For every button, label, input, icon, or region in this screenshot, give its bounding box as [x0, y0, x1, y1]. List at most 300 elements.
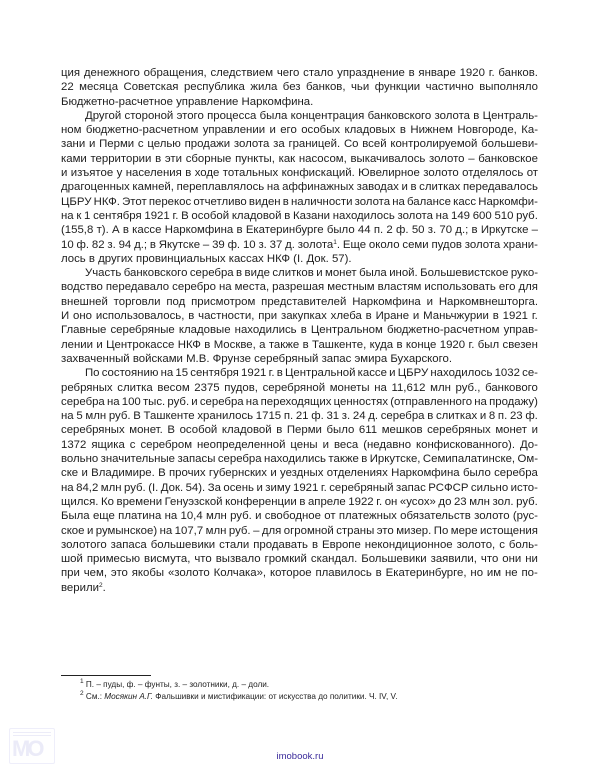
word: в [365, 310, 372, 323]
word: всей [362, 138, 387, 151]
word: 1921 [241, 367, 267, 380]
word: золота [434, 109, 471, 122]
word: в [276, 424, 283, 437]
word: (недавно [363, 438, 412, 451]
word: населения [125, 167, 182, 180]
word: пункты, [235, 152, 275, 165]
word: 107,7 [174, 524, 204, 537]
word: под [166, 295, 186, 308]
word: касс [453, 195, 477, 208]
word: серебряных [427, 424, 491, 437]
text-line [61, 566, 538, 580]
word: золото [474, 510, 510, 523]
word: в [410, 181, 417, 194]
footnote-ref-1[interactable]: 1 [333, 238, 337, 246]
word: было [462, 467, 491, 480]
word: 149 [451, 209, 471, 222]
word: млн [430, 381, 451, 394]
text-line [61, 452, 538, 466]
word: ф. [76, 238, 90, 251]
word: в [204, 338, 211, 351]
word: Центральном [310, 324, 383, 337]
word: 23 [509, 410, 523, 423]
word: передавало [105, 281, 170, 294]
word: в [399, 124, 406, 137]
word: 22 [61, 81, 74, 94]
footnote-ref-2[interactable]: 2 [98, 581, 103, 589]
word: 611 [358, 424, 378, 437]
word: осень [223, 481, 254, 494]
word: ками [61, 152, 87, 165]
word: Ташкенте [143, 410, 195, 423]
word: Еще [342, 238, 367, 251]
word: запас [396, 481, 426, 494]
word: конце [405, 338, 437, 351]
word: и [191, 395, 198, 408]
word: денежного [83, 67, 140, 79]
word: руб. [230, 510, 252, 523]
word: висмута, [144, 553, 191, 566]
word: золота [354, 195, 391, 208]
word: боль- [508, 538, 538, 551]
word: на [392, 195, 405, 208]
word: кладовых [344, 124, 396, 137]
word: функции [374, 81, 421, 94]
word: Ташкенте, [312, 338, 367, 351]
word: 1715 [255, 410, 282, 423]
word: По [85, 367, 100, 380]
word: кассе [357, 367, 387, 380]
word: жила [250, 81, 278, 94]
word: вызвало [215, 553, 261, 566]
word: золотого [61, 538, 107, 551]
word: п. [497, 410, 508, 423]
word: скандал. [310, 553, 358, 566]
word: в [282, 195, 289, 208]
word: упразднение [337, 67, 405, 79]
word: НКФ [177, 338, 201, 351]
text-line [61, 152, 538, 166]
word: уездных [280, 467, 324, 480]
word: Ом- [517, 453, 538, 466]
word: при [258, 310, 278, 323]
footnote-2 [80, 691, 540, 703]
word: границей. [288, 138, 341, 151]
text-line [61, 438, 538, 452]
word: чем, [83, 567, 108, 580]
word: г. [320, 481, 327, 494]
word: ребряных [61, 381, 113, 394]
word: свободное [264, 510, 321, 523]
word: Иране [375, 310, 410, 323]
word: 1032 [494, 367, 520, 380]
word: бюджетно-расчетном [85, 124, 199, 137]
word: контролируемой [390, 138, 478, 151]
word: (155,8 [61, 224, 94, 237]
word: ни [525, 553, 538, 566]
word: он [384, 495, 398, 508]
word: в [302, 338, 309, 351]
word: руко- [510, 267, 538, 280]
word: серебро [172, 281, 216, 294]
word: и [61, 167, 68, 180]
word: стало [303, 67, 334, 79]
text-line [61, 123, 538, 137]
word: неопределенной [197, 438, 286, 451]
word: использовалось, [95, 310, 185, 323]
footnote-author: Мосякин А.Г. [104, 691, 153, 701]
word: руб. [516, 209, 538, 222]
word: 44 [357, 224, 371, 237]
word: и [256, 481, 263, 494]
word: г. [468, 338, 475, 351]
text-line [61, 295, 538, 309]
text-line [61, 538, 538, 552]
text-line [61, 509, 538, 523]
word: Нижнем [410, 124, 454, 137]
word: с [137, 138, 144, 151]
word: наличности [290, 195, 353, 208]
word: зиму [265, 481, 291, 494]
word: серебра [217, 453, 262, 466]
word: также [328, 453, 359, 466]
word: Большевистское [420, 267, 509, 280]
word: аффинажных [282, 181, 354, 194]
word: Ка- [521, 124, 538, 137]
text-line [61, 280, 538, 294]
word: серебряных [61, 424, 125, 437]
word: большеви- [481, 138, 538, 151]
word: г. [531, 310, 538, 323]
word: серебра [189, 267, 234, 280]
word: млн [205, 524, 227, 537]
word: значительные [100, 453, 175, 466]
text-line [61, 166, 538, 180]
word: с [129, 438, 136, 451]
word: хлеба [330, 310, 362, 323]
word: находилось [332, 209, 395, 222]
word: платежных [338, 510, 397, 523]
word: монеты [329, 381, 370, 394]
word: – [531, 224, 538, 237]
word: серебра [61, 395, 105, 408]
word: банковское [478, 152, 538, 165]
word: Главные [61, 324, 107, 337]
word: истощения [480, 524, 538, 537]
footnote-mark: 2 [80, 689, 84, 697]
word: свезен [502, 338, 538, 351]
word: конфискованного). [416, 438, 515, 451]
word: монет [325, 267, 357, 280]
word: 15 [175, 367, 189, 380]
word: конфискаций. [281, 167, 355, 180]
word: платина [118, 510, 162, 523]
text-line [61, 238, 538, 252]
word: находилось [430, 367, 493, 380]
word: банковского [367, 109, 432, 122]
word: обращения, [143, 67, 207, 79]
word: Со [343, 138, 359, 151]
word: сборные [185, 152, 232, 165]
word: продажи [184, 138, 231, 151]
word: 510 [494, 209, 514, 222]
word: продажу) [489, 395, 538, 408]
word: ходе [194, 167, 220, 180]
text-line [61, 524, 538, 538]
word: они [502, 553, 522, 566]
word: – [202, 238, 210, 251]
word: отчетливо [193, 195, 247, 208]
word: на [266, 181, 280, 194]
logo-text: MO [12, 736, 42, 761]
word: весом [157, 381, 190, 394]
word: большевики [150, 538, 216, 551]
line-text: лось в других провинциальных кассах НКФ (I. Док. 57). [61, 252, 352, 265]
word: не [505, 567, 518, 580]
word: места, [234, 281, 270, 294]
word: управлении [202, 124, 266, 137]
word: банковского [123, 267, 188, 280]
word: И [61, 310, 70, 323]
text-line [61, 266, 538, 280]
footnote-prefix: См.: [85, 691, 105, 701]
word: 31 [326, 410, 340, 423]
text-line [61, 195, 538, 209]
word: веса [333, 438, 359, 451]
word: и [88, 138, 96, 151]
word: 100 [121, 395, 141, 408]
word: находились [234, 324, 297, 337]
word: лении [61, 338, 93, 351]
word: НКФ. [93, 195, 120, 208]
word: в [408, 67, 415, 79]
text-line [61, 223, 538, 237]
word: территории [90, 152, 152, 165]
word: «золото [167, 567, 210, 580]
word: 37 [269, 238, 283, 251]
text-line [61, 395, 538, 409]
word: а [259, 338, 266, 351]
word: ЦБРУ [61, 195, 92, 208]
word: Док. [160, 481, 184, 494]
word: щился. [61, 495, 99, 508]
logo-stripe [13, 732, 51, 733]
word: Этот [122, 195, 147, 208]
word: Наркомфина [352, 295, 421, 308]
word: руб., [455, 381, 481, 394]
word: при [61, 567, 80, 580]
text-line [61, 338, 538, 352]
word: г. [268, 367, 275, 380]
word: балансе [407, 195, 451, 208]
word: находились [264, 453, 326, 466]
word: руб. [108, 410, 131, 423]
word: 23 [453, 495, 467, 508]
word: сильно [470, 481, 509, 494]
word: стороной [124, 109, 174, 122]
word: в [149, 238, 156, 251]
word: 11,612 [391, 381, 426, 394]
word: з. [107, 238, 116, 251]
word: по- [521, 567, 538, 580]
word: около [368, 238, 400, 251]
word: золота [397, 209, 433, 222]
word: процесса [207, 109, 257, 122]
word: золота [464, 238, 501, 251]
word: ф. [227, 238, 241, 251]
word: вольно [61, 453, 99, 466]
word: Якутске [158, 238, 201, 251]
word: слитка [117, 381, 153, 394]
word: ценностях [333, 395, 389, 408]
word: кладовой [221, 424, 272, 437]
word: банков, [305, 81, 346, 94]
word: 1920 [439, 338, 466, 351]
word: 2 [386, 224, 393, 237]
word: Иркутске [480, 224, 529, 237]
word: в [122, 224, 129, 237]
word: и [401, 181, 408, 194]
word: пудов, [224, 381, 258, 394]
word: золота [233, 138, 270, 151]
word: представителей [261, 295, 347, 308]
word: разрешая [272, 281, 325, 294]
word: виде [244, 267, 270, 280]
word: выполняло [479, 81, 538, 94]
word: Новгороде, [457, 124, 517, 137]
word: куда [369, 338, 394, 351]
word: Централь- [482, 109, 538, 122]
word: Перми [286, 424, 322, 437]
word: 1372 [61, 438, 87, 451]
word: бюджетно-расчетном [386, 324, 500, 337]
word: в [427, 410, 434, 423]
word: отделениях [326, 467, 388, 480]
word: огромной [283, 524, 334, 537]
word: на [245, 395, 259, 408]
word: До- [519, 438, 538, 451]
word: на [435, 209, 449, 222]
word: и [96, 338, 103, 351]
word: заявили, [430, 553, 477, 566]
word: от [324, 510, 336, 523]
text-line [61, 481, 538, 495]
word: Казани [292, 209, 331, 222]
word: храни- [503, 238, 538, 251]
text-line [61, 366, 538, 380]
word: был [477, 338, 500, 351]
word: его [498, 281, 516, 294]
page-body [61, 66, 538, 595]
word: использовать [424, 281, 496, 294]
word: т). [96, 224, 109, 237]
word: Маньчжурии [423, 310, 489, 323]
text-line [61, 495, 538, 509]
word: з. [427, 224, 437, 237]
text-line [61, 581, 538, 595]
word: г. [488, 67, 495, 79]
text-line [61, 323, 538, 337]
word: на [61, 410, 74, 423]
word: и [531, 424, 538, 437]
word: 10,4 [180, 510, 203, 523]
word: на [61, 209, 74, 222]
word: 50 [411, 224, 425, 237]
word: концентрация [290, 109, 365, 122]
word: слитках [435, 410, 478, 423]
word: мизер. [396, 524, 432, 537]
word: страны [336, 524, 375, 537]
word: виден [248, 195, 281, 208]
word: на [374, 381, 387, 394]
word: «усох» [399, 495, 436, 508]
word: 82 [91, 238, 105, 251]
word: 21 [295, 410, 309, 423]
footnote-divider [61, 675, 151, 676]
text-line [61, 109, 538, 123]
word: (рус- [512, 510, 538, 523]
footnote-mark: 1 [80, 678, 84, 685]
word: была [259, 109, 288, 122]
word: мере [450, 524, 478, 537]
word: обязательств [400, 510, 471, 523]
text-line [61, 80, 538, 94]
word: на [218, 281, 232, 294]
text-line [61, 552, 538, 566]
word: без [282, 81, 301, 94]
text-line [61, 180, 538, 194]
word: особой [179, 424, 218, 437]
word: кладовой [231, 209, 282, 222]
word: серебром [140, 438, 193, 451]
word: серебра [494, 467, 538, 480]
word: кассе [132, 224, 162, 237]
word: руб. [228, 524, 251, 537]
text-line [61, 95, 538, 109]
word: торговли [113, 295, 161, 308]
word: на [474, 395, 487, 408]
footnotes [80, 679, 540, 702]
word: Перми [99, 138, 135, 151]
word: цены [290, 438, 318, 451]
site-footer-link[interactable]: imobook.ru [276, 751, 324, 762]
word: и [81, 467, 88, 480]
word: румынское) [95, 524, 158, 537]
word: это [376, 524, 394, 537]
word: За [207, 481, 221, 494]
word: драгоценных [61, 181, 130, 194]
word: мешков [381, 424, 423, 437]
word: которое [269, 567, 312, 580]
word: некондиционное [364, 538, 453, 551]
word: на [159, 524, 173, 537]
word: серебряные [110, 324, 175, 337]
word: ящика [91, 438, 125, 451]
word: д.; [134, 238, 148, 251]
word: его [280, 124, 297, 137]
word: в [311, 538, 319, 551]
word: Наркомфина [164, 224, 234, 237]
word: По [433, 524, 449, 537]
word: 1920 [459, 67, 485, 79]
word: и [389, 367, 396, 380]
word: банкового [485, 381, 538, 394]
line-text: захваченный войсками М.В. Фрунзе серебряный запас эмира Бухарского. [61, 352, 453, 365]
word: з. [258, 238, 267, 251]
word: присмотром [191, 295, 256, 308]
word: 5 [76, 410, 83, 423]
word: в [375, 567, 382, 580]
